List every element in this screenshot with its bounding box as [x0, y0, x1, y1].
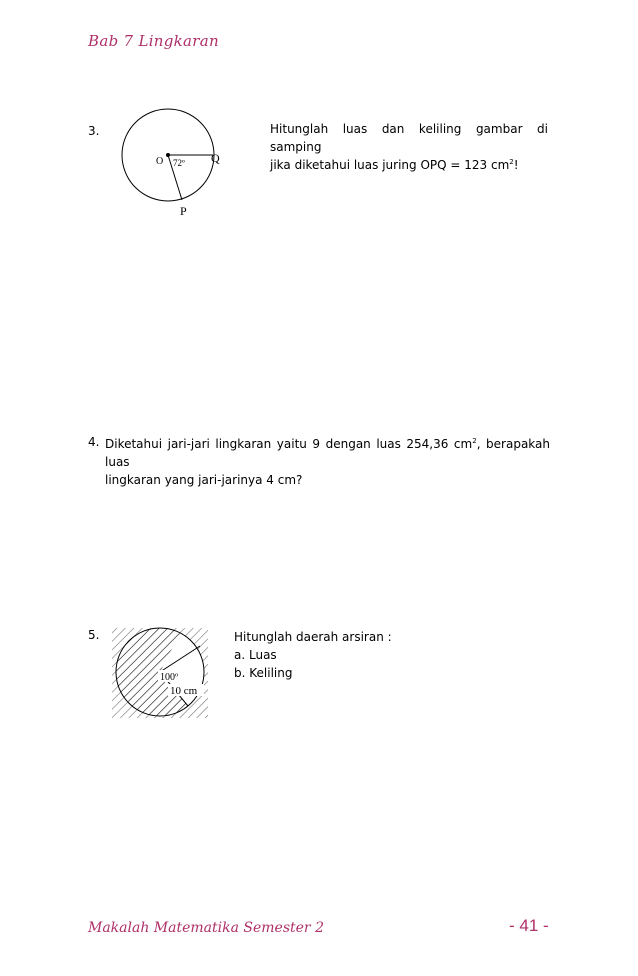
question-5-text	[234, 628, 534, 682]
question-4-line-1-sup: 2	[472, 437, 477, 445]
q3-center-dot	[166, 153, 170, 157]
q3-label-angle: 72º	[173, 158, 185, 168]
q5-label-angle: 100º	[160, 672, 179, 683]
question-3-line-2	[270, 156, 548, 174]
question-3-number: 3.	[88, 124, 100, 138]
q3-label-o: O	[156, 156, 164, 167]
question-4-line-1-post: , berapakah luas	[105, 437, 550, 469]
question-5-number: 5.	[88, 628, 100, 642]
q5-label-radius: 10 cm	[170, 685, 198, 697]
question-5-figure	[110, 626, 210, 722]
q3-label-p: P	[180, 204, 187, 216]
question-3-line-2-pre: jika diketahui luas juring OPQ = 123 cm	[270, 158, 510, 172]
question-4-line-1	[105, 435, 550, 471]
question-4-text	[105, 435, 550, 489]
question-3-text	[270, 120, 548, 174]
question-3-line-1: Hitunglah luas dan keliling gambar di samping	[270, 122, 548, 154]
question-3-line-2-post: !	[513, 158, 519, 172]
question-4-number: 4.	[88, 435, 100, 449]
question-4-line-1-pre: Diketahui jari-jari lingkaran yaitu 9 dengan luas 254,36 cm	[105, 437, 473, 451]
question-5-item-b: b. Keliling	[234, 666, 293, 680]
question-5-line-1: Hitunglah daerah arsiran :	[234, 630, 392, 644]
footer-title: Makalah Matematika Semester 2	[88, 920, 324, 936]
q3-label-q: Q	[211, 151, 220, 165]
question-3-figure	[110, 104, 240, 216]
page-number: - 41 -	[509, 916, 549, 935]
question-5-item-a: a. Luas	[234, 648, 277, 662]
question-4-line-2: lingkaran yang jari-jarinya 4 cm?	[105, 473, 303, 487]
chapter-header: Bab 7 Lingkaran	[88, 32, 219, 50]
question-3-line-2-sup: 2	[509, 158, 514, 166]
